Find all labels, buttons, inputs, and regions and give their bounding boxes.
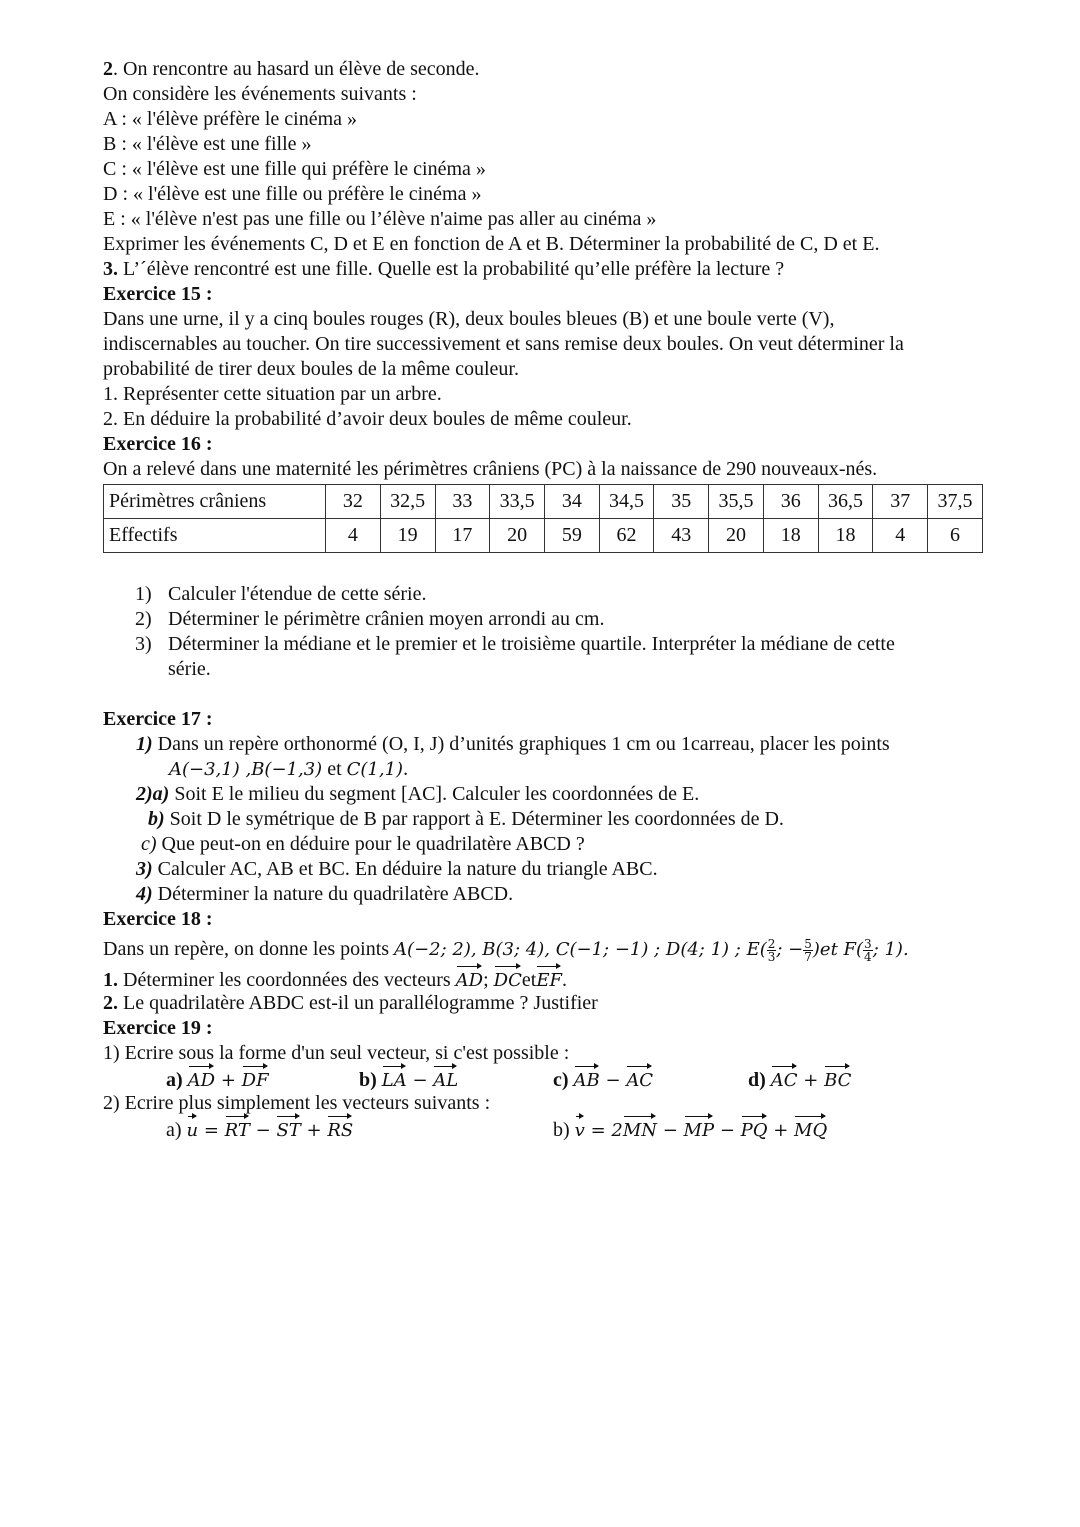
item-c: c) AB − AC bbox=[553, 1066, 653, 1093]
ex17-q3: 3) Calculer AC, AB et BC. En déduire la nature du triangle ABC. bbox=[136, 858, 658, 880]
row-header: Périmètres crâniens bbox=[104, 485, 326, 519]
event-c: C : « l'élève est une fille qui préfère le cinéma » bbox=[103, 158, 486, 180]
event-e: E : « l'élève n'est pas une fille ou l’élève n'aime pas aller au cinéma » bbox=[103, 208, 657, 230]
ex14-intro: On considère les événements suivants : bbox=[103, 83, 417, 105]
ex17-q2b: b) Soit D le symétrique de B par rapport à E. Déterminer les coordonnées de D. bbox=[148, 808, 784, 830]
ex14-q2: 2. On rencontre au hasard un élève de seconde. bbox=[103, 58, 480, 80]
ex19-q1-items bbox=[103, 1066, 983, 1091]
ex18-q2: 2. Le quadrilatère ABDC est-il un parallélogramme ? Justifier bbox=[103, 992, 598, 1014]
ex16-questions bbox=[135, 582, 983, 682]
event-a: A : « l'élève préfère le cinéma » bbox=[103, 108, 358, 130]
list-item: 3) Déterminer la médiane et le premier et le troisième quartile. Interpréter la médiane de cette bbox=[135, 633, 895, 655]
item-u: a) u = RT − ST + RS bbox=[166, 1116, 353, 1143]
ex15-body-1: Dans une urne, il y a cinq boules rouges (R), deux boules bleues (B) et une boule verte (V), bbox=[103, 308, 835, 330]
table-row: Effectifs 4 19 17 20 59 62 43 20 18 18 4 6 bbox=[104, 519, 983, 553]
ex17-q1: 1) Dans un repère orthonormé (O, I, J) d’unités graphiques 1 cm ou 1carreau, placer les points bbox=[136, 733, 890, 755]
ex14-task: Exprimer les événements C, D et E en fonction de A et B. Déterminer la probabilité de C, D et E. bbox=[103, 233, 880, 255]
document-page bbox=[103, 57, 983, 1141]
list-item: 1) Calculer l'étendue de cette série. bbox=[135, 583, 427, 605]
ex17-title: Exercice 17 : bbox=[103, 708, 213, 730]
head-circumference-table bbox=[103, 484, 983, 553]
ex18-q1: 1. Déterminer les coordonnées des vecteurs AD; DCetEF. bbox=[103, 966, 983, 991]
event-d: D : « l'élève est une fille ou préfère le cinéma » bbox=[103, 183, 482, 205]
ex19-q1: 1) Ecrire sous la forme d'un seul vecteur, si c'est possible : bbox=[103, 1042, 570, 1064]
item-a: a) AD + DF bbox=[166, 1066, 269, 1093]
item-d: d) AC + BC bbox=[748, 1066, 851, 1093]
event-b: B : « l'élève est une fille » bbox=[103, 133, 312, 155]
ex14-q3: 3. L’´élève rencontré est une fille. Quelle est la probabilité qu’elle préfère la lecture ? bbox=[103, 258, 785, 280]
ex15-body-3: probabilité de tirer deux boules de la même couleur. bbox=[103, 358, 519, 380]
row-header: Effectifs bbox=[104, 519, 326, 553]
ex15-body-2: indiscernables au toucher. On tire successivement et sans remise deux boules. On veut déterminer la bbox=[103, 333, 904, 355]
ex18-intro: Dans un repère, on donne les points A(−2; 2), B(3; 4), C(−1; −1) ; D(4; 1) ; E( $\frac{2}{3}$ ; − $\frac{5}{7}$ )et F( $\frac{3}{4}$ ; 1). bbox=[103, 936, 909, 964]
table-row: Périmètres crâniens 32 32,5 33 33,5 34 34,5 35 35,5 36 36,5 37 37,5 bbox=[104, 485, 983, 519]
list-item: 2) Déterminer le périmètre crânien moyen arrondi au cm. bbox=[135, 608, 605, 630]
ex19-q2-items bbox=[103, 1116, 983, 1141]
item-b: b) LA − AL bbox=[359, 1066, 458, 1093]
ex18-title: Exercice 18 : bbox=[103, 908, 213, 930]
ex19-q2: 2) Ecrire plus simplement les vecteurs suivants : bbox=[103, 1092, 491, 1114]
ex17-q4: 4) Déterminer la nature du quadrilatère ABCD. bbox=[136, 883, 514, 905]
ex17-q2c: c) Que peut-on en déduire pour le quadrilatère ABCD ? bbox=[141, 833, 585, 855]
ex17-q1-points: A(−3,1) ,B(−1,3) et C(1,1). bbox=[169, 758, 409, 780]
ex16-title: Exercice 16 : bbox=[103, 433, 213, 455]
ex15-title: Exercice 15 : bbox=[103, 283, 213, 305]
list-item-cont: série. bbox=[168, 658, 211, 680]
ex16-intro: On a relevé dans une maternité les périmètres crâniens (PC) à la naissance de 290 nouveaux-nés. bbox=[103, 458, 878, 480]
ex15-q2: 2. En déduire la probabilité d’avoir deux boules de même couleur. bbox=[103, 408, 632, 430]
ex17-q2a: 2)a) Soit E le milieu du segment [AC]. Calculer les coordonnées de E. bbox=[136, 783, 700, 805]
item-v: b) v = 2MN − MP − PQ + MQ bbox=[553, 1116, 827, 1143]
ex15-q1: 1. Représenter cette situation par un arbre. bbox=[103, 383, 442, 405]
ex19-title: Exercice 19 : bbox=[103, 1017, 213, 1039]
